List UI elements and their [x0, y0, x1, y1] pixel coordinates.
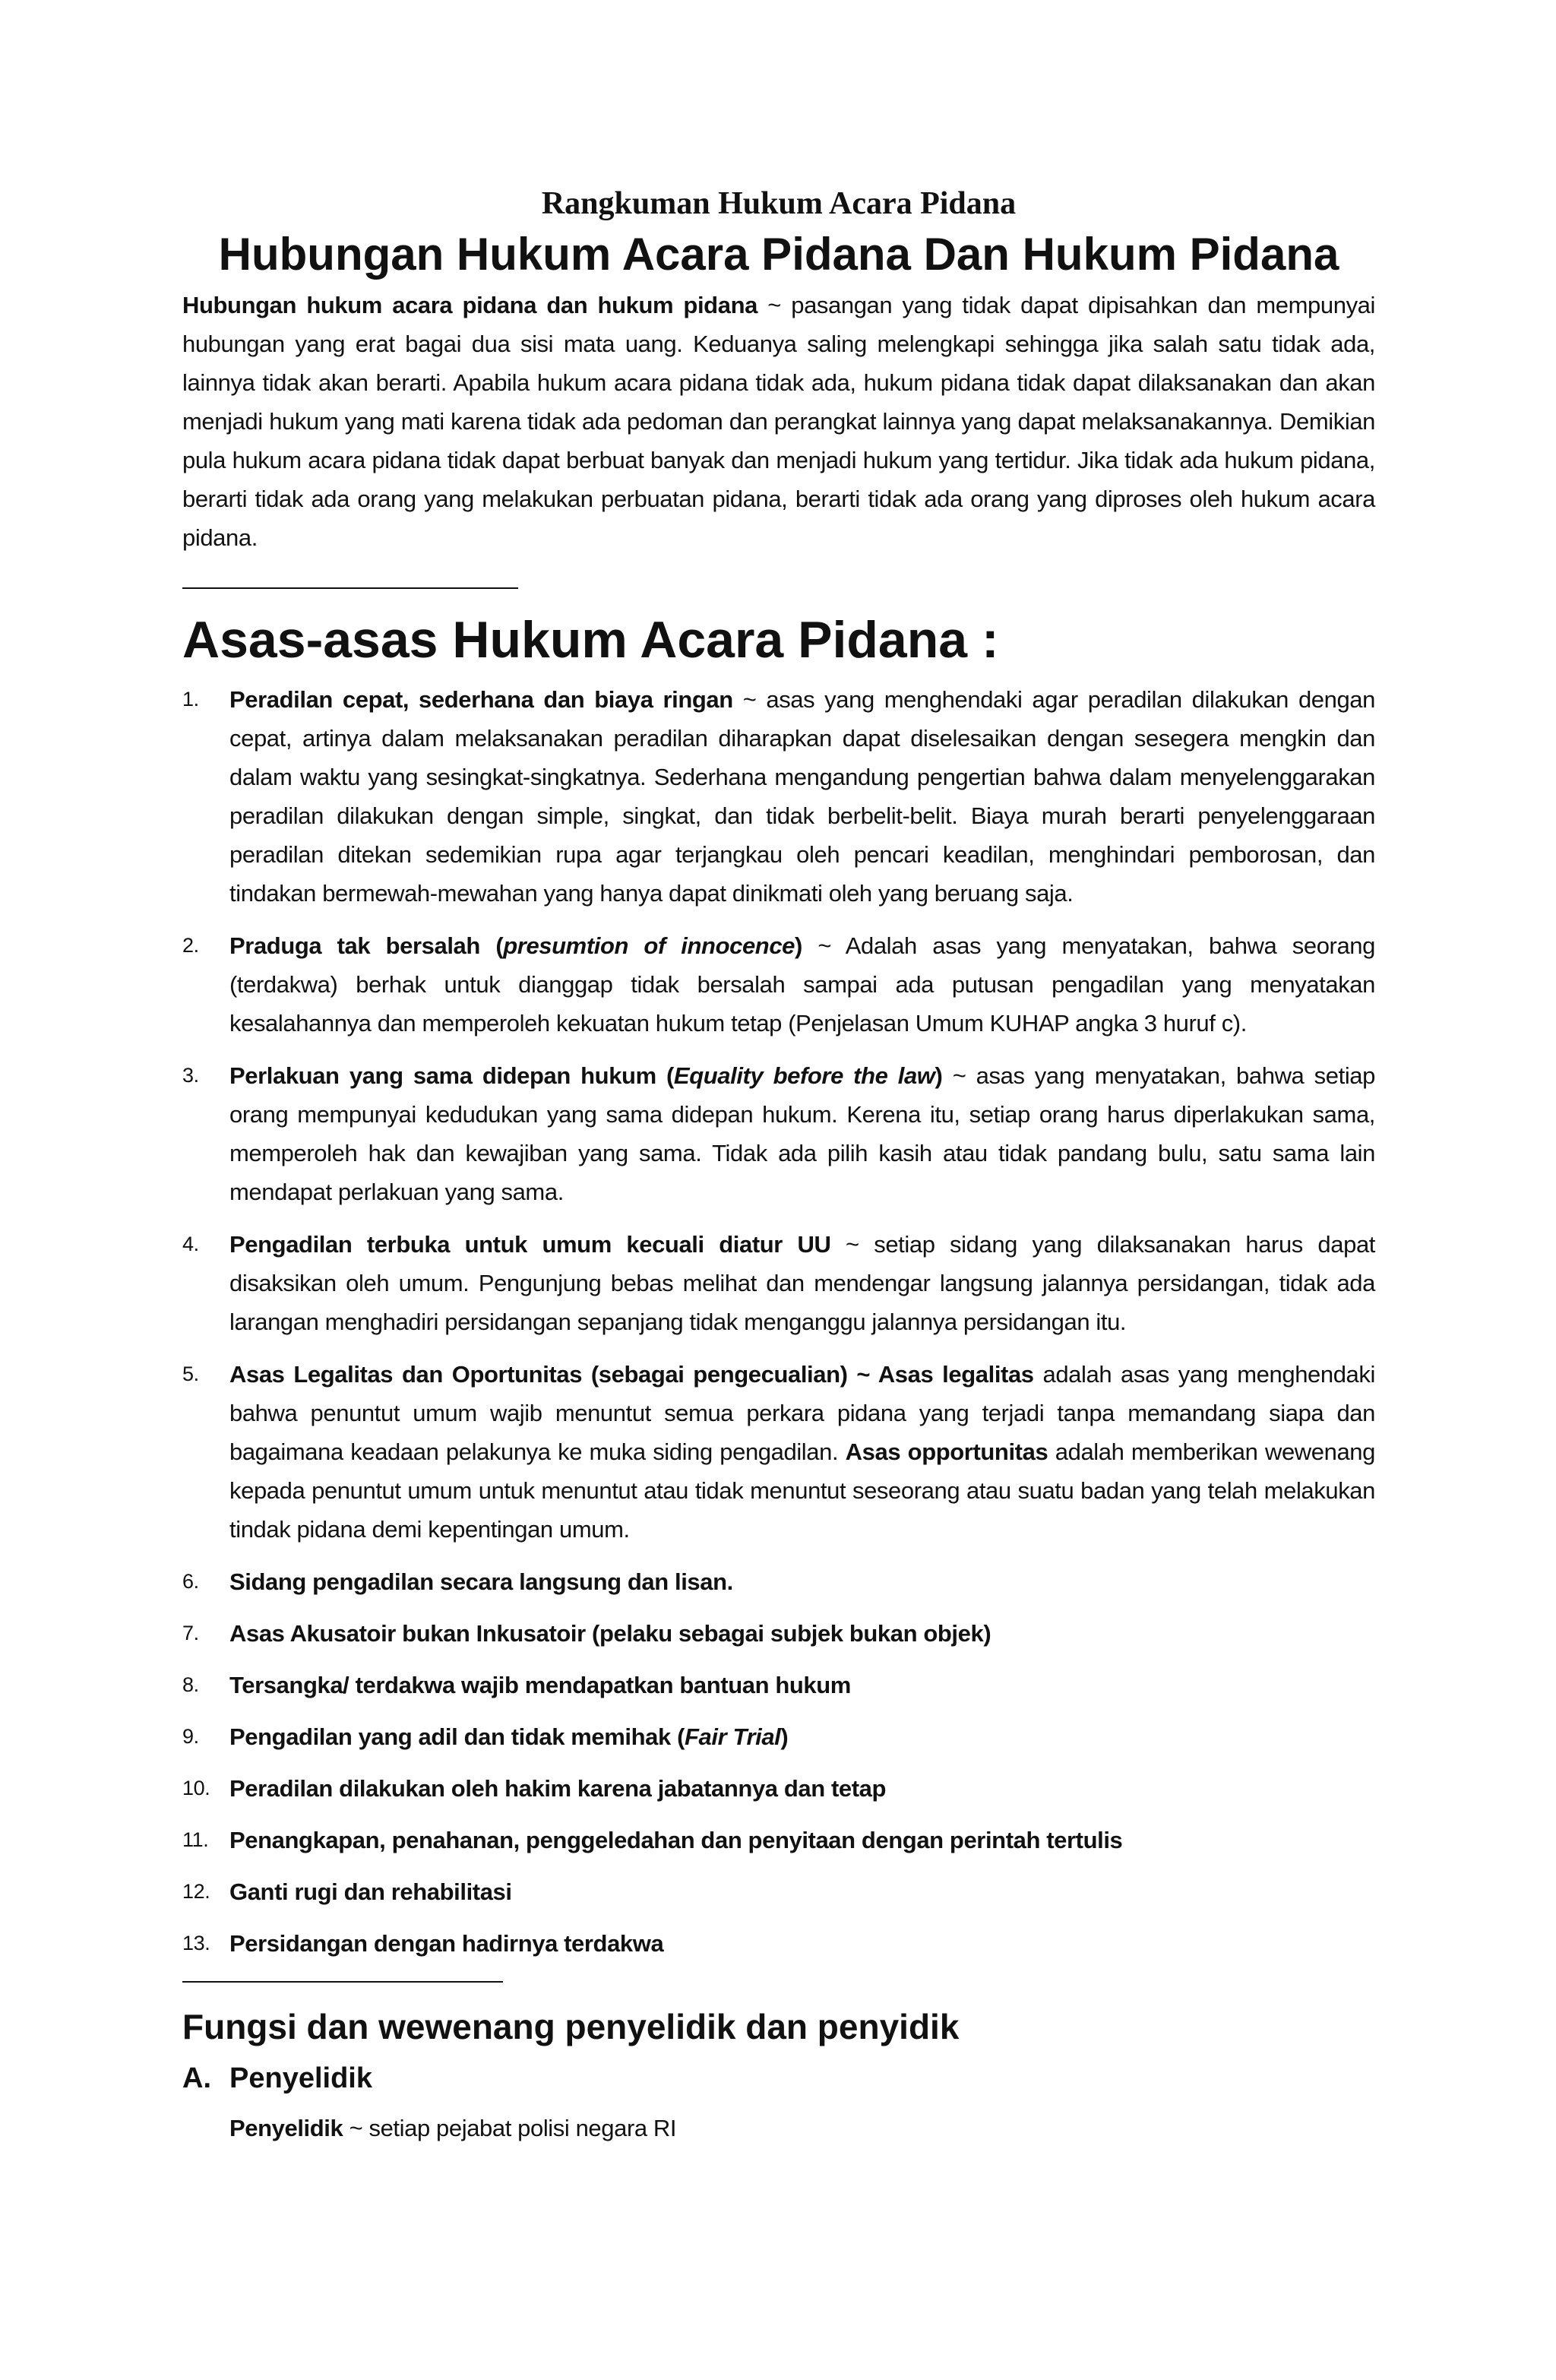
asas-item-1 [182, 680, 1375, 913]
item-term: Persidangan dengan hadirnya terdakwa [229, 1930, 664, 1957]
item-number: 5. [182, 1362, 199, 1385]
item-text: adalah asas yang menghendaki bahwa penuntut umum wajib menuntut semua perkara pidana yang terjadi tanpa memandang siapa dan bagaimana keadaan pelakunya ke muka siding pengadilan. [229, 1361, 1375, 1465]
item-term [229, 932, 802, 959]
item-term-part: ) [780, 1723, 789, 1750]
asas-item-12 [182, 1872, 1375, 1911]
item-term-part: ) [935, 1062, 943, 1089]
asas-item-11 [182, 1821, 1375, 1859]
intro-term: Hubungan hukum acara pidana dan hukum pidana [182, 292, 757, 318]
intro-text: ~ pasangan yang tidak dapat dipisahkan dan mempunyai hubungan yang erat bagai dua sisi mata uang. Keduanya saling melengkapi sehingga jika salah satu tidak ada, lainnya tidak akan berarti. Apabila hukum acara pidana tidak ada, hukum pidana tidak dapat dilaksanakan dan akan menjadi hukum yang mati karena tidak ada pedoman dan perangkat lainnya yang dapat melaksanakannya. Demikian pula hukum acara pidana tidak dapat berbuat banyak dan menjadi hukum yang tertidur. Jika tidak ada hukum pidana, berarti tidak ada orang yang melakukan perbuatan pidana, berarti tidak ada orang yang diproses oleh hukum acara pidana. [182, 292, 1376, 551]
item-term-2: Asas opportunitas [845, 1438, 1048, 1465]
item-number: 13. [182, 1932, 210, 1954]
asas-item-13 [182, 1924, 1375, 1963]
asas-item-8 [182, 1666, 1375, 1704]
item-term: Sidang pengadilan secara langsung dan lisan. [229, 1568, 733, 1595]
item-term: Peradilan cepat, sederhana dan biaya ringan [229, 686, 733, 713]
item-number: 11. [182, 1828, 209, 1851]
asas-list [182, 680, 1375, 1963]
item-number: 12. [182, 1880, 210, 1903]
section-letter: A. [182, 2062, 211, 2094]
item-text: ~ setiap sidang yang dilaksanakan harus dapat disaksikan oleh umum. Pengunjung bebas melihat dan mendengar langsung jalannya persidangan, tidak ada larangan menghadiri persidangan sepanjang tidak menganggu jalannya persidangan itu. [229, 1231, 1375, 1335]
asas-item-5 [182, 1355, 1375, 1549]
item-number: 6. [182, 1570, 199, 1593]
item-term-part: Perlakuan yang sama didepan hukum ( [229, 1062, 674, 1089]
divider-2 [182, 1981, 503, 1983]
asas-heading: Asas-asas Hukum Acara Pidana : [182, 611, 999, 669]
section-a-heading [182, 2057, 1375, 2100]
item-number: 10. [182, 1777, 210, 1799]
item-term: Tersangka/ terdakwa wajib mendapatkan bantuan hukum [229, 1672, 851, 1698]
document-page [182, 182, 1375, 2147]
item-term-italic: presumtion of innocence [503, 932, 795, 959]
item-text: ~ asas yang menghendaki agar peradilan dilakukan dengan cepat, artinya dalam melaksanakan peradilan diharapkan dapat diselesaikan dengan sesegera mengkin dan dalam waktu yang sesingkat-singkatnya. Sederhana mengandung pengertian bahwa dalam menyelenggarakan peradilan dilakukan dengan simple, singkat, dan tidak berbelit-belit. Biaya murah berarti penyelenggaraan peradilan ditekan sedemikian rupa agar terjangkau oleh pencari keadilan, menghindari pemborosan, dan tindakan bermewah-mewahan yang hanya dapat dinikmati oleh yang beruang saja. [229, 686, 1375, 907]
item-number: 1. [182, 688, 199, 711]
fungsi-heading: Fungsi dan wewenang penyelidik dan penyidik [182, 2007, 960, 2046]
item-term: Penangkapan, penahanan, penggeledahan dan penyitaan dengan perintah tertulis [229, 1827, 1123, 1853]
item-term-part: Pengadilan yang adil dan tidak memihak ( [229, 1723, 685, 1750]
document-title: Rangkuman Hukum Acara Pidana [541, 186, 1017, 221]
item-text: ~ asas yang menyatakan, bahwa setiap orang mempunyai kedudukan yang sama didepan hukum. Kerena itu, setiap orang harus diperlakukan sama, memperoleh hak dan kewajiban yang sama. Tidak ada pilih kasih atau tidak pandang bulu, satu sama lain mendapat perlakuan yang sama. [229, 1062, 1375, 1205]
asas-item-3 [182, 1056, 1375, 1211]
item-term [229, 1723, 788, 1750]
intro-paragraph [182, 286, 1375, 557]
asas-item-4 [182, 1225, 1375, 1341]
asas-item-7 [182, 1614, 1375, 1653]
item-term-part: Praduga tak bersalah ( [229, 932, 504, 959]
item-number: 9. [182, 1725, 199, 1748]
item-number: 2. [182, 934, 199, 957]
item-term [229, 1062, 942, 1089]
item-term: Peradilan dilakukan oleh hakim karena jabatannya dan tetap [229, 1775, 887, 1802]
item-term-italic: Equality before the law [673, 1062, 935, 1089]
item-number: 4. [182, 1233, 199, 1255]
divider-1 [182, 587, 518, 589]
asas-item-6 [182, 1562, 1375, 1601]
item-term-italic: Fair Trial [685, 1723, 781, 1750]
section-title: Penyelidik [229, 2062, 372, 2094]
asas-item-10 [182, 1769, 1375, 1808]
item-term: Ganti rugi dan rehabilitasi [229, 1878, 512, 1905]
asas-item-2 [182, 926, 1375, 1043]
item-number: 8. [182, 1673, 199, 1696]
definition-text: ~ setiap pejabat polisi negara RI [343, 2115, 677, 2141]
main-heading: Hubungan Hukum Acara Pidana Dan Hukum Pidana [218, 229, 1339, 280]
item-text: ~ Adalah asas yang menyatakan, bahwa seorang (terdakwa) berhak untuk dianggap tidak bersalah sampai ada putusan pengadilan yang menyatakan kesalahannya dan memperoleh kekuatan hukum tetap (Penjelasan Umum KUHAP angka 3 huruf c). [229, 932, 1375, 1037]
item-term-part: ) [795, 932, 802, 959]
item-number: 3. [182, 1064, 199, 1087]
item-text-2: adalah memberikan wewenang kepada penuntut umum untuk menuntut atau tidak menuntut seseorang atau suatu badan yang telah melakukan tindak pidana demi kepentingan umum. [229, 1438, 1375, 1543]
item-number: 7. [182, 1622, 199, 1644]
definition-term: Penyelidik [229, 2115, 343, 2141]
item-term: Asas Akusatoir bukan Inkusatoir (pelaku sebagai subjek bukan objek) [229, 1620, 991, 1647]
asas-item-9 [182, 1717, 1375, 1756]
item-term: Pengadilan terbuka untuk umum kecuali diatur UU [229, 1231, 831, 1258]
penyelidik-definition [229, 2109, 1375, 2147]
item-term: Asas Legalitas dan Oportunitas (sebagai pengecualian) ~ Asas legalitas [229, 1361, 1034, 1388]
